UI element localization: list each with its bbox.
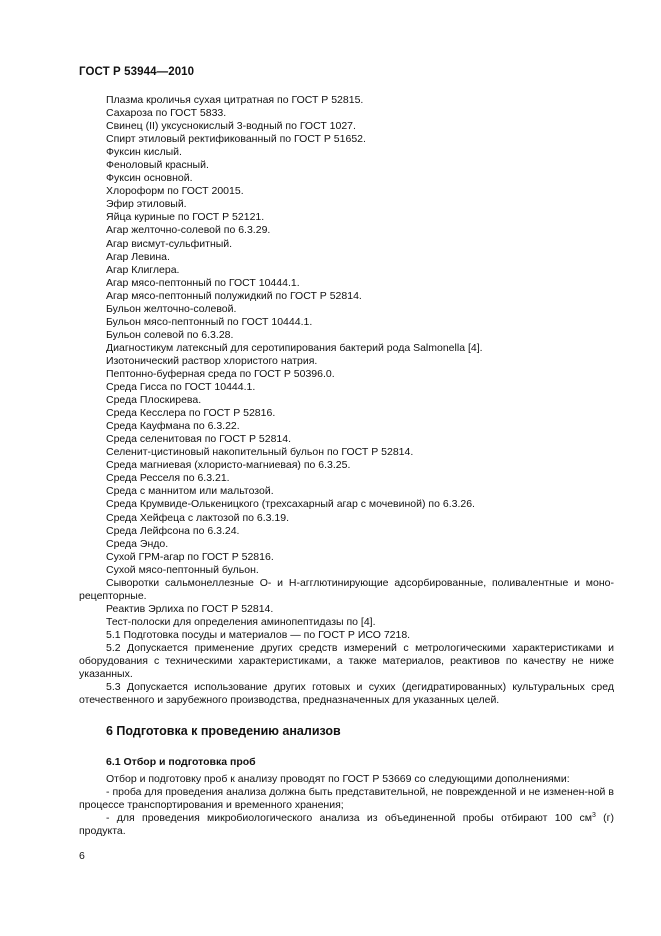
material-item: Фуксин основной. [106, 172, 193, 185]
material-item: Агар Левина. [106, 250, 170, 263]
material-item: Среда селенитовая по ГОСТ Р 52814. [106, 433, 292, 446]
paragraph-5-3: 5.3 Допускается использование других готовых и сухих (дегидратированных) культуральных сред отечественного и зарубежного производства, предназначенных для указанных целей. [79, 681, 614, 707]
material-item: Пептонно-буферная среда по ГОСТ Р 50396.0. [106, 367, 335, 380]
paragraph-6-1-intro: Отбор и подготовку проб к анализу проводят по ГОСТ Р 53669 со следующими дополнениями: [106, 773, 570, 785]
material-item: Яйца куриные по ГОСТ Р 52121. [106, 211, 265, 224]
material-item: Бульон желточно-солевой. [106, 302, 237, 315]
paragraph-5-1: 5.1 Подготовка посуды и материалов — по ГОСТ Р ИСО 7218. [106, 629, 411, 641]
material-item: Селенит-цистиновый накопительный бульон по ГОСТ Р 52814. [106, 446, 414, 459]
item-2-text: - для проведения микробиологического анализа из объединенной пробы отбирают 100 см [106, 812, 592, 825]
sera-item: Сыворотки сальмонеллезные О- и Н-агглютинирующие адсорбированные, поливалентные и моно-рецепторные. [79, 577, 614, 603]
material-item: Агар висмут-сульфитный. [106, 237, 233, 250]
materials-list-tail [106, 603, 606, 629]
material-item: Агар желточно-солевой по 6.3.29. [106, 224, 271, 237]
page-number: 6 [79, 850, 85, 862]
material-item: Спирт этиловый ректификованный по ГОСТ Р 51652. [106, 133, 366, 146]
paragraph-6-1-item-2 [79, 812, 614, 838]
document-header: ГОСТ Р 53944—2010 [79, 66, 195, 78]
section-6-1-paragraphs [79, 773, 614, 838]
section-5-paragraphs [79, 629, 614, 708]
material-item: Хлороформ по ГОСТ 20015. [106, 185, 244, 198]
material-item: Плазма кроличья сухая цитратная по ГОСТ Р 52815. [106, 94, 364, 106]
material-item: Эфир этиловый. [106, 198, 187, 211]
material-item: Среда Плоскирева. [106, 394, 202, 407]
material-item: Бульон солевой по 6.3.28. [106, 328, 234, 341]
material-item: Среда Гисса по ГОСТ 10444.1. [106, 381, 256, 394]
material-item: Сухой мясо-пептонный бульон. [106, 563, 259, 576]
material-item: Феноловый красный. [106, 159, 209, 172]
material-item: Среда Кесслера по ГОСТ Р 52816. [106, 407, 276, 420]
material-item: Среда Эндо. [106, 537, 169, 550]
material-item: Среда с маннитом или мальтозой. [106, 485, 274, 498]
material-item: Среда Крумвиде-Олькеницкого (трехсахарный агар с мочевиной) по 6.3.26. [106, 498, 475, 511]
material-item: Среда Ресселя по 6.3.21. [106, 472, 230, 485]
material-item: Свинец (II) уксуснокислый 3-водный по ГОСТ 1027. [106, 120, 356, 133]
material-item: Сахароза по ГОСТ 5833. [106, 107, 227, 120]
paragraph-5-2: 5.2 Допускается применение других средств измерений с метрологическими характеристиками и оборудования с техническими характеристиками, а также материалов, реактивов по качеству не ниже указанных. [79, 642, 614, 681]
material-item: Изотонический раствор хлористого натрия. [106, 354, 318, 367]
material-item: Агар Клиглера. [106, 263, 180, 276]
section-6-heading: 6 Подготовка к проведению анализов [106, 724, 341, 738]
superscript-3: 3 [591, 812, 596, 820]
material-item: Агар мясо-пептонный полужидкий по ГОСТ Р 52814. [106, 289, 362, 302]
material-item: Среда Лейфсона по 6.3.24. [106, 524, 240, 537]
material-item: Среда Кауфмана по 6.3.22. [106, 420, 240, 433]
item-2-text-end: (г) продукта. [79, 812, 614, 838]
material-item: Агар мясо-пептонный по ГОСТ 10444.1. [106, 276, 300, 289]
paragraph-6-1-item-1: - проба для проведения анализа должна быть представительной, не поврежденной и не изменен-ной в процессе транспортирования и временного хранения; [79, 786, 614, 812]
materials-list [106, 94, 606, 577]
material-item: Сухой ГРМ-агар по ГОСТ Р 52816. [106, 550, 274, 563]
material-item: Фуксин кислый. [106, 146, 182, 159]
material-item: Бульон мясо-пептонный по ГОСТ 10444.1. [106, 315, 313, 328]
material-item: Тест-полоски для определения аминопептидазы по [4]. [106, 616, 376, 629]
material-item: Диагностикум латексный для серотипирования бактерий рода Salmonella [4]. [106, 341, 483, 354]
material-item: Среда магниевая (хлористо-магниевая) по 6.3.25. [106, 459, 351, 472]
material-item: Среда Хейфеца с лактозой по 6.3.19. [106, 511, 290, 524]
section-6-1-heading: 6.1 Отбор и подготовка проб [106, 756, 256, 768]
material-item: Реактив Эрлиха по ГОСТ Р 52814. [106, 603, 274, 615]
